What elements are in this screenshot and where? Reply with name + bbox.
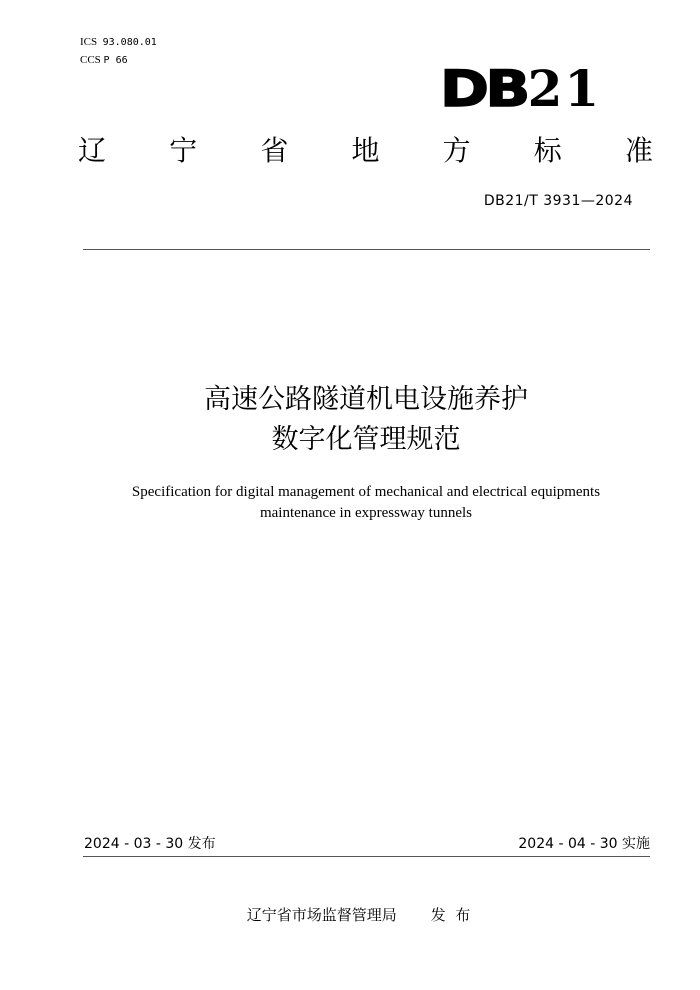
standard-code: DB21/T 3931—2024 — [483, 193, 633, 209]
ccs-classification — [80, 53, 128, 68]
standard-type-char: 宁 — [169, 134, 198, 167]
logo-letters: DB — [440, 60, 527, 118]
issuer-action: 发 布 — [430, 906, 471, 924]
chinese-title-line: 高速公路隧道机电设施养护 — [204, 384, 528, 415]
implementation-date: 2024 - 04 - 30 实施 — [518, 836, 650, 852]
standard-type-char: 辽 — [78, 134, 107, 167]
ccs-label: CCS — [80, 54, 101, 66]
ics-label: ICS — [80, 36, 98, 48]
english-title — [0, 482, 700, 524]
header-divider — [83, 249, 650, 250]
issuer-name: 辽宁省市场监督管理局 — [246, 906, 397, 924]
chinese-title-line: 数字化管理规范 — [271, 424, 461, 455]
logo-number: 21 — [527, 59, 602, 118]
standard-type-char: 准 — [624, 134, 653, 167]
ics-value: 93.080.01 — [102, 37, 157, 48]
english-title-line: Specification for digital management of mechanical and electrical equipments — [131, 484, 601, 500]
standard-type-char: 地 — [351, 134, 380, 167]
issue-date: 2024 - 03 - 30 发布 — [84, 836, 216, 852]
ccs-value: P 66 — [103, 55, 128, 66]
english-title-line: maintenance in expressway tunnels — [259, 505, 472, 521]
standard-type-char: 标 — [533, 134, 562, 167]
footer-divider — [83, 856, 650, 857]
standard-type-char: 省 — [260, 134, 289, 167]
standard-type-char: 方 — [442, 134, 471, 167]
ics-classification — [80, 35, 157, 50]
issuing-authority — [0, 904, 700, 926]
chinese-title — [0, 380, 700, 460]
standard-type-heading — [78, 133, 653, 169]
db21-logo — [440, 59, 602, 118]
